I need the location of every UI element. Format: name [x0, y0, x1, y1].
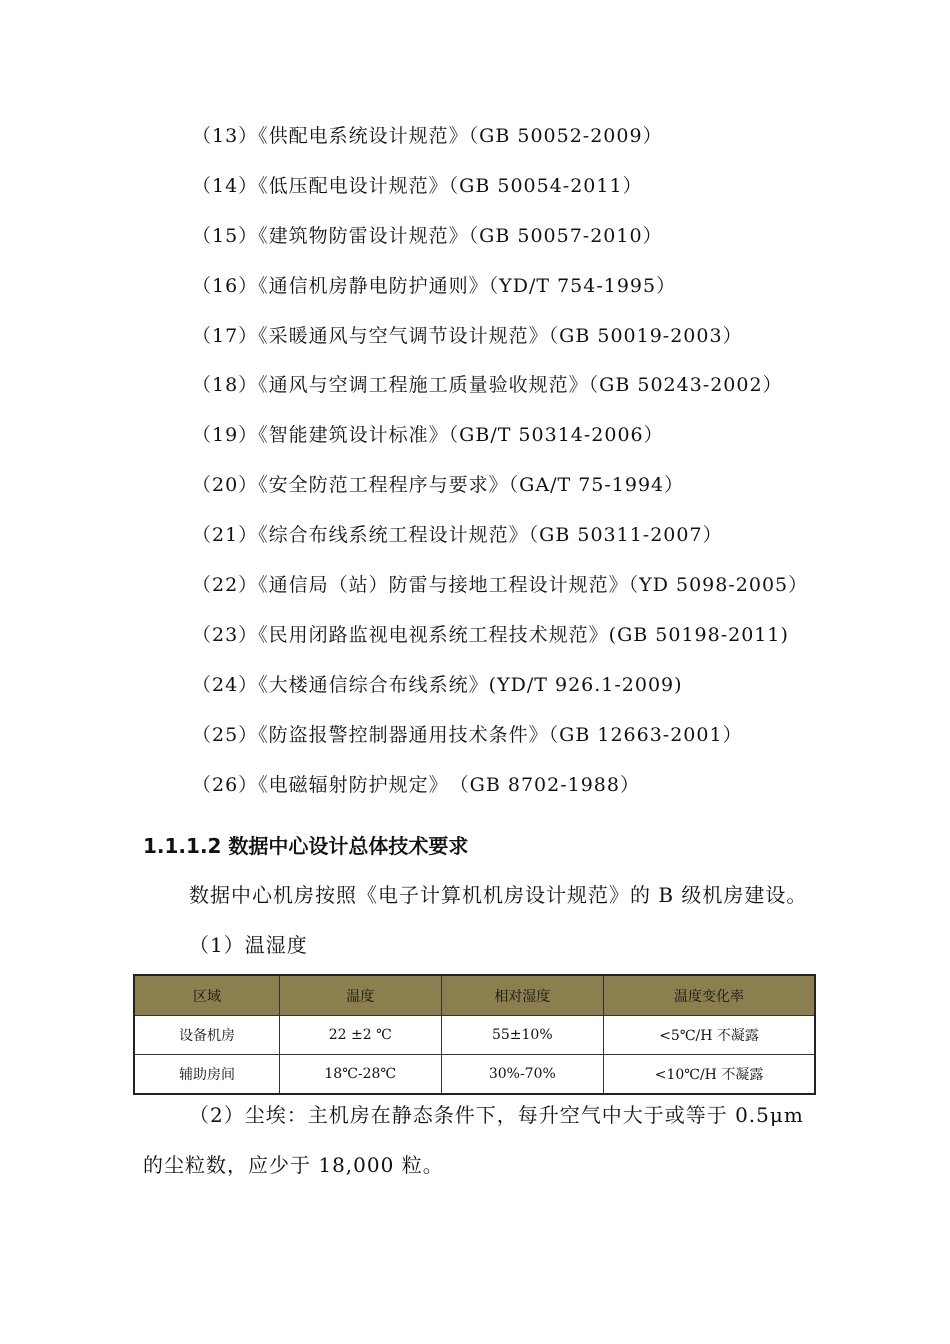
- reference-item: （22）《通信局（站）防雷与接地工程设计规范》（YD 5098-2005）: [192, 574, 809, 597]
- table-header-row: [134, 975, 815, 1016]
- reference-item: （13）《供配电系统设计规范》（GB 50052-2009）: [192, 125, 663, 147]
- reference-item: （23）《民用闭路监视电视系统工程技术规范》(GB 50198-2011): [192, 623, 789, 646]
- reference-item: （14）《低压配电设计规范》（GB 50054-2011）: [192, 174, 643, 197]
- table-row: [134, 1055, 815, 1095]
- table-header-cell: 温度: [279, 975, 441, 1016]
- table-cell: 30%-70%: [441, 1055, 604, 1095]
- table-header-cell: 区域: [134, 975, 279, 1016]
- reference-item: （24）《大楼通信综合布线系统》(YD/T 926.1-2009): [192, 673, 683, 696]
- environment-table: [133, 974, 816, 1095]
- temperature-humidity-subheading: （1）温湿度: [189, 933, 308, 957]
- reference-item: （21）《综合布线系统工程设计规范》（GB 50311-2007）: [192, 524, 723, 547]
- table-cell: 设备机房: [134, 1016, 279, 1055]
- table-cell: 22 ±2 ℃: [279, 1016, 441, 1055]
- reference-item: （26）《电磁辐射防护规定》 （GB 8702-1988）: [192, 773, 640, 796]
- reference-item: （18）《通风与空调工程施工质量验收规范》（GB 50243-2002）: [192, 374, 783, 397]
- table-cell: <10℃/H 不凝露: [604, 1055, 815, 1095]
- table-cell: <5℃/H 不凝露: [604, 1016, 815, 1055]
- reference-item: （25）《防盗报警控制器通用技术条件》（GB 12663-2001）: [192, 723, 743, 746]
- reference-item: （17）《采暖通风与空气调节设计规范》（GB 50019-2003）: [192, 324, 743, 347]
- section-heading: 1.1.1.2 数据中心设计总体技术要求: [143, 834, 469, 858]
- reference-item: （15）《建筑物防雷设计规范》（GB 50057-2010）: [192, 224, 663, 247]
- table-cell: 辅助房间: [134, 1055, 279, 1095]
- table-row: [134, 1016, 815, 1055]
- table-header-cell: 温度变化率: [604, 975, 815, 1016]
- table-cell: 55±10%: [441, 1016, 604, 1055]
- intro-paragraph: 数据中心机房按照《电子计算机机房设计规范》的 B 级机房建设。: [189, 883, 808, 907]
- reference-list: [192, 118, 808, 816]
- reference-item: （16）《通信机房静电防护通则》（YD/T 754-1995）: [192, 274, 677, 297]
- table-header-cell: 相对湿度: [441, 975, 604, 1016]
- table-cell: 18℃-28℃: [279, 1055, 441, 1095]
- reference-item: （20）《安全防范工程程序与要求》（GA/T 75-1994）: [192, 474, 685, 497]
- dust-paragraph: （2）尘埃：主机房在静态条件下，每升空气中大于或等于 0.5μm 的尘粒数，应少于 18,000 粒。: [143, 1103, 804, 1177]
- reference-item: （19）《智能建筑设计标准》（GB/T 50314-2006）: [192, 424, 664, 447]
